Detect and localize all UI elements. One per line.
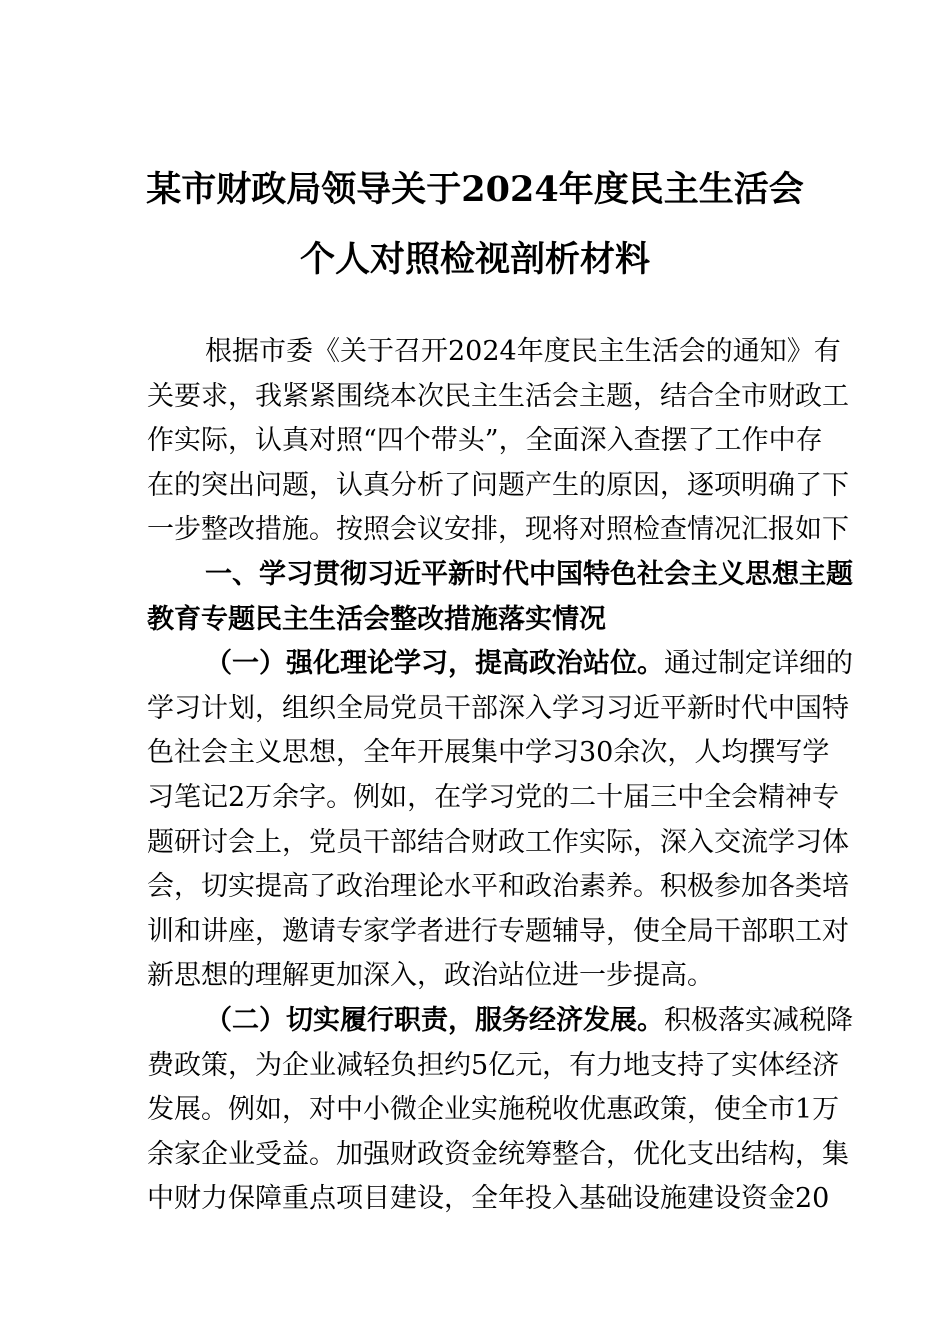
section-heading-line bbox=[147, 553, 853, 598]
paragraph-line bbox=[147, 508, 849, 553]
section-heading-line bbox=[147, 598, 805, 643]
document-title-line-2: 个人对照检视剖析材料 bbox=[299, 239, 650, 280]
line-text: 一步整改措施。按照会议安排，现将对照检查情况汇报如下 bbox=[147, 514, 849, 546]
line-text: 在的突出问题，认真分析了问题产生的原因，逐项明确了下 bbox=[147, 469, 849, 501]
paragraph-line bbox=[147, 821, 849, 866]
paragraph-line bbox=[147, 910, 849, 955]
paragraph-line bbox=[147, 1177, 830, 1222]
paragraph-line bbox=[147, 1088, 840, 1133]
line-text: 学习计划，组织全局党员干部深入学习习近平新时代中国特 bbox=[147, 692, 849, 724]
document-body bbox=[147, 330, 853, 1222]
line-text: 中财力保障重点项目建设，全年投入基础设施建设资金20 bbox=[147, 1183, 830, 1215]
paragraph-line bbox=[147, 999, 853, 1044]
paragraph-line bbox=[147, 687, 849, 732]
line-text: 新思想的理解更加深入，政治站位进一步提高。 bbox=[147, 960, 714, 992]
paragraph-line bbox=[147, 1044, 840, 1089]
line-text: 训和讲座，邀请专家学者进行专题辅导，使全局干部职工对 bbox=[147, 915, 849, 947]
paragraph-line bbox=[147, 954, 805, 999]
line-text: 题研讨会上，党员干部结合财政工作实际，深入交流学习体 bbox=[147, 826, 849, 858]
paragraph-line bbox=[147, 1133, 849, 1178]
paragraph-line bbox=[147, 375, 849, 420]
subsection-lead: （一）强化理论学习，提高政治站位。 bbox=[205, 648, 664, 680]
paragraph-line bbox=[147, 731, 830, 776]
paragraph-line bbox=[147, 419, 823, 464]
line-text: 通过制定详细的 bbox=[664, 648, 853, 680]
paragraph-line bbox=[147, 464, 849, 509]
line-text: 作实际，认真对照“四个带头”，全面深入查摆了工作中存 bbox=[147, 425, 823, 457]
line-text: 积极落实减税降 bbox=[664, 1004, 853, 1036]
subsection-lead: （二）切实履行职责，服务经济发展。 bbox=[205, 1004, 664, 1036]
line-text: 习笔记2万余字。例如，在学习党的二十届三中全会精神专 bbox=[147, 781, 840, 813]
line-text: 色社会主义思想，全年开展集中学习30余次，人均撰写学 bbox=[147, 737, 830, 769]
line-text: 费政策，为企业减轻负担约5亿元，有力地支持了实体经济 bbox=[147, 1049, 840, 1081]
line-text: 余家企业受益。加强财政资金统筹整合，优化支出结构，集 bbox=[147, 1138, 849, 1170]
paragraph-line bbox=[147, 776, 840, 821]
paragraph-line bbox=[147, 865, 849, 910]
line-text: 发展。例如，对中小微企业实施税收优惠政策，使全市1万 bbox=[147, 1094, 840, 1126]
paragraph-line bbox=[147, 330, 841, 375]
line-text: 关要求，我紧紧围绕本次民主生活会主题，结合全市财政工 bbox=[147, 380, 849, 412]
document-title-line-1: 某市财政局领导关于2024年度民主生活会 bbox=[146, 169, 804, 210]
paragraph-line bbox=[147, 642, 853, 687]
line-text: 一、学习贯彻习近平新时代中国特色社会主义思想主题 bbox=[205, 558, 853, 590]
line-text: 根据市委《关于召开2024年度民主生活会的通知》有 bbox=[205, 336, 841, 367]
line-text: 教育专题民主生活会整改措施落实情况 bbox=[147, 603, 606, 635]
line-text: 会，切实提高了政治理论水平和政治素养。积极参加各类培 bbox=[147, 871, 849, 903]
